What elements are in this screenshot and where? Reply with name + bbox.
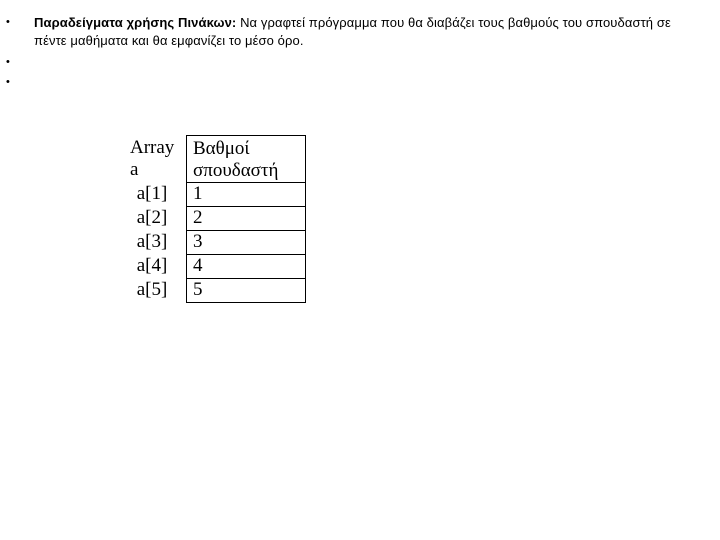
exercise-text: Να γραφτεί πρόγραμμα που θα διαβάζει τους βαθμούς του σπουδαστή σε πέντε μαθήματα και θα εμφανίζει το μέσο όρο.: [34, 15, 671, 48]
table-row: [120, 207, 306, 231]
array-index-label: a[3]: [136, 231, 168, 252]
grade-value-cell: 3: [186, 231, 306, 255]
table-row: [120, 231, 306, 255]
array-index-label: a[1]: [136, 183, 168, 204]
grades-header-line1: Βαθμοί: [193, 138, 250, 159]
table-row: [120, 255, 306, 279]
table-row: [120, 183, 306, 207]
array-header-cell: [120, 135, 186, 183]
grades-header-line2: σπουδαστή: [193, 160, 279, 181]
grade-value-cell: 5: [186, 279, 306, 303]
grades-header-cell: [186, 135, 306, 183]
bullet-1: •: [6, 16, 10, 28]
grades-array-table: [120, 135, 306, 303]
exercise-paragraph: [34, 14, 674, 50]
array-index-label: a[4]: [136, 255, 168, 276]
array-index-label: a[2]: [136, 207, 168, 228]
table-row: [120, 279, 306, 303]
table-header-row: [120, 135, 306, 183]
array-header-line1: Array: [130, 137, 175, 158]
grade-value-cell: 4: [186, 255, 306, 279]
bullet-3: •: [6, 76, 10, 88]
bullet-2: •: [6, 56, 10, 68]
grade-value-cell: 2: [186, 207, 306, 231]
exercise-heading: Παραδείγματα χρήσης Πινάκων:: [34, 15, 237, 30]
grade-value-cell: 1: [186, 183, 306, 207]
array-index-label: a[5]: [136, 279, 168, 300]
array-header-line2: a: [130, 159, 139, 180]
